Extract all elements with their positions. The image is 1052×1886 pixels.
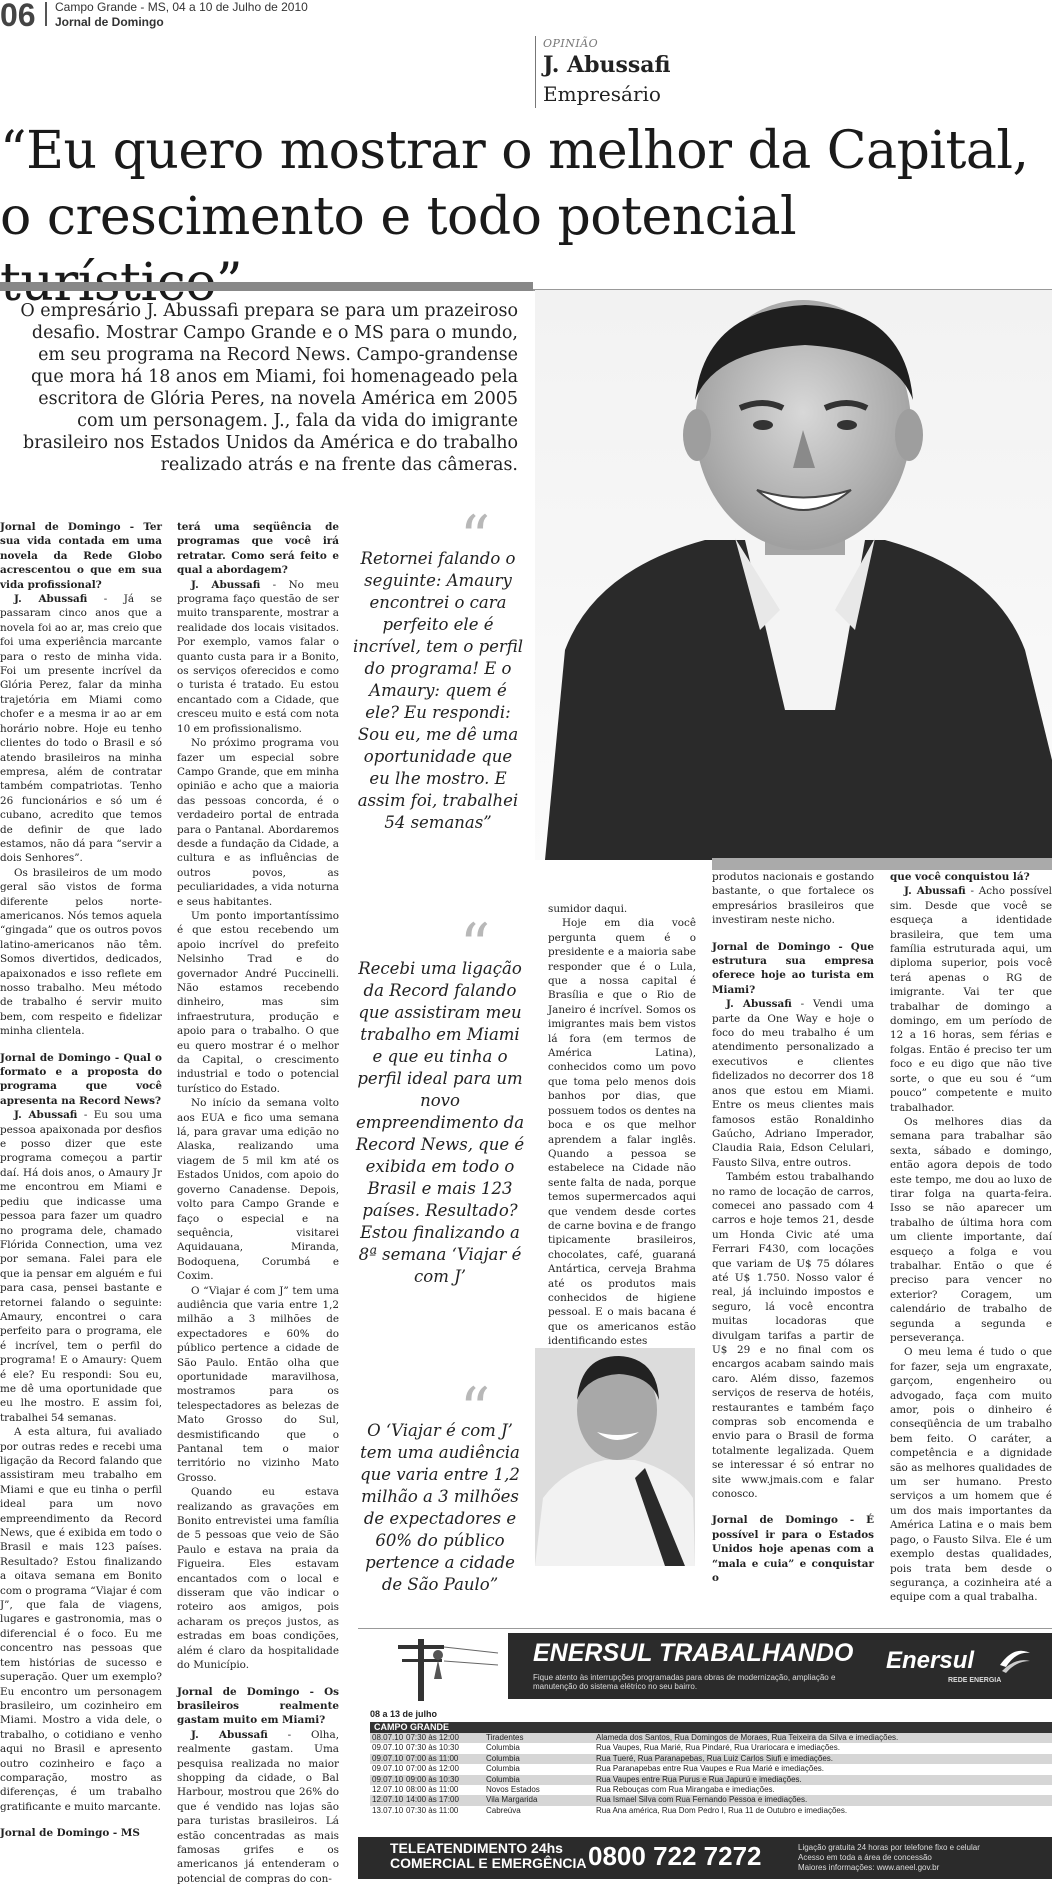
paragraph: Hoje em dia você pergunta quem é o presidente e a maioria sabe responder que é o Lula, que a nossa capital é Brasília e que o Rio de Janeiro é incrível. Somos os imigrantes mais bem vistos lá fora (em termos de América Latina), conhecidos como um povo que toma pelo menos dois banhos por dias, que possuem todos os dentes na boca e os que melhor aprendem a falar inglês. Quando a pessoa se estabelece na Cidade não sente falta de nada, porque temos supermercados aqui que vendem desde cortes de carne bovina e de frango tipicamente brasileiros, chocolates, café, guaraná Antártica, cerveja Brahma até os produtos mais conhecidos de higiene pessoal. E o mais bacana é que os americanos estão identificando estes — [548, 917, 696, 1348]
schedule-time: 08:00 às 11:00 — [406, 1784, 459, 1794]
schedule-streets: Alameda dos Santos, Rua Domingos de Moraes, Rua Teixeira da Silva e imediações. — [596, 1733, 899, 1742]
headline: “Eu quero mostrar o melhor da Capital, o crescimento e todo potencial — [0, 121, 1029, 247]
enersul-swirl-icon — [998, 1645, 1032, 1675]
page-number: 06 — [0, 0, 36, 33]
enersul-logo-subtitle: REDE ENERGIA — [948, 1677, 1002, 1684]
schedule-date: 13.07.10 — [372, 1805, 404, 1815]
schedule-time: 07:00 às 11:00 — [406, 1753, 459, 1763]
schedule-row — [370, 1785, 1052, 1795]
article-column-3 — [548, 902, 696, 1348]
author-role: Empresário — [543, 82, 661, 106]
schedule-district: Tiradentes — [486, 1733, 524, 1742]
header-divider — [45, 2, 47, 26]
answer: J. Abussafi - Olha, realmente gastam. Uma pesquisa realizada no maior shopping da cidade, o Bal Harbour, mostrou que 26% do que é vendido nas lojas são para turistas brasileiros. Lá estão concentradas as mais famosas grifes e os americanos já entenderam o potencial de compras do con- — [177, 1728, 339, 1885]
schedule-time: 14:00 às 17:00 — [406, 1795, 459, 1805]
schedule-district: Novos Estados — [486, 1784, 540, 1794]
paragraph: A esta altura, fui avaliado por outras redes e recebi uma ligação da Record falando que assistiram meu trabalho em Miami e que eu tinha o perfil ideal para um novo empreendimento da Record News, que é exibida em todo o Brasil e mais 123 países. Resultado? Estou finalizando a oitava semana em Bonito com o programa “Viajar é com J”, que fala de viagens, lugares e gastronomia, mas o diferencial é o foco. Eu me concentro nas pessoas que tem histórias de sucesso e superação. Quer um exemplo? Eu encontro um personagem brasileiro, um cozinheiro em Miami. Mostro a vida dele, o trabalho, o cotidiano e venho aqui no Brasil e apresento outro cozinheiro e faço a comparação, mostro as diferenças, é um trabalho gratificante e muito marcante. — [0, 1426, 162, 1813]
paragraph: Também estou trabalhando no ramo de locação de carros, comecei ano passado com 4 carros e hoje temos 21, desde um Honda Civic até uma Ferrari F430, com locações que variam de U$ 75 dólares até U$ 1.750. Nosso valor é real, já incluindo impostos e seguro, lá você encontra muitas locadoras que divulgam tarifas a partir de U$ 29 e no final com os encargos acabam saindo mais caro. Além disso, fazemos serviços de reserva de hotéis, restaurantes e também faço compras sob encomenda e envio para o Brasil de forma totalmente legalizada. Quem se interessar é só entrar no site www.jmais.com e falar conosco. — [712, 1171, 874, 1501]
schedule-date: 09.07.10 — [372, 1743, 404, 1753]
enersul-logo: Enersul — [886, 1647, 975, 1674]
schedule-streets: Rua Tueré, Rua Paranapebas, Rua Luiz Carlos Siufi e imediações. — [596, 1753, 834, 1763]
pull-quote-1: Retornei falando o seguinte: Amaury encontrei o cara perfeito ele é incrível, tem o perfil do programa! E o Amaury: quem é ele? Eu respondi: Sou eu, me dê uma oportunidade que eu lhe mostro. E assim foi, trabalhei 54 semanas” — [352, 549, 524, 832]
schedule-date: 08.07.10 — [372, 1733, 404, 1742]
schedule-row — [370, 1743, 1052, 1753]
answer: J. Abussafi - Acho possível sim. Desde que você se esqueça a identidade brasileira, que tem uma família estruturada aqui, um diploma superior, pois você terá apenas o RG de imigrante. Vai ter que trabalhar de domingo a domingo, em um período de 12 a 16 horas, sem férias e folgas. Então é preciso ter um foco e eu digo que não tive sorte, o que eu sou é “um pouco” competente e muito trabalhador. — [890, 885, 1052, 1114]
schedule-date: 09.07.10 — [372, 1774, 404, 1784]
ad-date-range: 08 a 13 de julho — [370, 1709, 438, 1719]
paragraph: No próximo programa vou fazer um especial sobre Campo Grande, que em minha opinião e acho que a maioria das pessoas concorda, é o verdadeiro portal de entrada para o Pantanal. Abordaremos desde a fundação da Cidade, a cultura e as influências de outros povos, as peculiaridades, a vida noturna e seus habitantes. — [177, 737, 339, 908]
schedule-time: 09:00 às 10:30 — [406, 1774, 459, 1784]
paragraph: Um ponto importantíssimo é que estou recebendo um apoio incrível do prefeito Nelsinho Trad e do governador André Puccinelli. Não estamos recebendo dinheiro, mas sim infraestrutura, produção e apoio para o trabalho. O que eu quero mostrar é o melhor da Capital, o crescimento industrial e todo o potencial turístico do Estado. — [177, 909, 339, 1095]
schedule-row — [370, 1754, 1052, 1764]
schedule-date: 09.07.10 — [372, 1764, 404, 1774]
lead-paragraph: O empresário J. Abussafi prepara se para um prazeiroso desafio. Mostrar Campo Grande e o MS para o mundo, em seu programa na Record News. Campo-grandense que mora há 18 anos em Miami, foi homenageado pela escritora de Glória Peres, na novela América em 2005 com um personagem. J., fala da vida do imigrante brasileiro nos Estados Unidos da América e do trabalho realizado atrás e na frente das câmeras. — [20, 301, 518, 475]
schedule-district: Columbia — [486, 1774, 520, 1784]
header-paper-name: Jornal de Domingo — [55, 15, 164, 29]
ad-footer-info: Ligação gratuita 24 horas por telefone fixo e celular Acesso em toda a área de concessão Maiores informações: www.aneel.gov.br — [798, 1843, 980, 1872]
question: Jornal de Domingo - Os brasileiros realmente gastam muito em Miami? — [177, 1685, 339, 1727]
question: que você conquistou lá? — [890, 871, 1030, 883]
ad-phone-number: 0800 722 7272 — [588, 1841, 762, 1871]
ad-subtitle: Fique atento às interrupções programadas para obras de modernização, ampliação e manutenção do sistema elétrico no seu bairro. — [533, 1673, 836, 1691]
schedule-row — [370, 1775, 1052, 1785]
section-label: OPINIÃO — [543, 37, 599, 50]
paragraph: Os brasileiros de um modo geral são vistos de forma diferente pelos norte-americanos. Nós temos aquela “gingada” que os outros povos latino-americanos não têm. Somos divertidos, dedicados, apaixonados e isso reflete em nosso trabalho. Meu método de trabalho é servir muito bem, com respeito e fidelizar minha clientela. — [0, 866, 162, 1038]
question: terá uma seqüência de programas que você irá retratar. Como será feito e qual a abordagem? — [177, 521, 339, 577]
schedule-district: Columbia — [486, 1764, 520, 1774]
question: Jornal de Domingo - Que estrutura sua empresa oferece hoje ao turista em Miami? — [712, 940, 874, 996]
question: Jornal de Domingo - Ter sua vida contada em uma novela da Rede Globo acrescentou o que em sua vida profissional? — [0, 521, 162, 591]
ad-footer-label: TELEATENDIMENTO 24hs COMERCIAL E EMERGÊNCIA — [390, 1840, 587, 1871]
schedule-row — [370, 1795, 1052, 1805]
article-column-5 — [890, 870, 1052, 1630]
paragraph: Os melhores dias da semana para trabalhar são sexta, sábado e domingo, então agora depois de todo este tempo, me dou ao luxo de tirar folga na quarta-feira. Isso se não aparecer um trabalho de última hora com um cliente importante, daí esqueço a folga e vou trabalhar. Então o que é preciso para vencer no exterior? Coragem, um calendário de trabalho de segunda a segunda e perseverança. — [890, 1115, 1052, 1344]
schedule-table — [370, 1733, 1052, 1816]
answer: J. Abussafi - Já se passaram cinco anos que a novela foi ao ar, mas creio que foi uma experiência marcante para o resto de minha vida. Foi um presente incrível da Glória Perez, falar da minha trajetória em Miami como chofer e a mesma ir ao ar em horário nobre. Hoje eu tenho clientes do todo o Brasil e só atendo brasileiros na minha empresa, além de contratar também compatriotas. Tenho 26 funcionários e só um é cubano, acredito que temos de definir de que lado estamos, não dá para “servir a dois Senhores”. — [0, 593, 162, 865]
portrait-photo — [535, 290, 1052, 860]
answer: J. Abussafi - Vendi uma parte da One Way e hoje o foco do meu trabalho é um atendimento personalizado a executivos e clientes fidelizados no decorrer dos 18 anos que estou em Miami. Entre os meus clientes mais famosos estão Ronaldinho Gaúcho, Adriano Imperador, Claudia Raia, Edson Celulari, Fausto Silva, entre outros. — [712, 998, 874, 1169]
pull-quote-3: O ‘Viajar é com J’ tem uma audiência que varia entre 1,2 milhão a 3 milhões de expectadores e 60% do público pertence a cidade de São Paulo” — [360, 1421, 520, 1594]
schedule-streets: Rua Ana américa, Rua Dom Pedro I, Rua 11 de Outubro e imediações. — [596, 1805, 848, 1815]
paragraph: sumidor daqui. — [548, 903, 628, 915]
header-city-date: Campo Grande - MS, 04 a 10 de Julho de 2010 — [55, 0, 308, 14]
schedule-table-header: CAMPO GRANDE — [370, 1722, 1052, 1733]
secondary-photo — [535, 1348, 695, 1566]
schedule-time: 07:30 às 10:30 — [406, 1743, 459, 1753]
article-column-2 — [177, 520, 339, 1885]
paragraph: Quando eu estava realizando as gravações em Bonito entrevistei uma família de 5 pessoas que veio de São Paulo e estava na praia da Figueira. Eles estavam encantados com o local e disseram que vão indicar o roteiro aos amigos, pois acharam os preços justos, as estradas em boas condições, além é claro da hospitalidade do Município. — [177, 1486, 339, 1672]
schedule-district: Vila Margarida — [486, 1795, 538, 1805]
question: Jornal de Domingo - MS — [0, 1827, 140, 1840]
schedule-row — [370, 1733, 1052, 1743]
schedule-streets: Rua Vaupes entre Rua Purus e Rua Japurú e imediações. — [596, 1774, 802, 1784]
article-column-4 — [712, 870, 874, 1630]
pull-quote-2: Recebi uma ligação da Record falando que assistiram meu trabalho em Miami e que eu tinha o perfil ideal para um novo empreendimento da Record News, que é exibida em todo o Brasil e mais 123 países. Resultado? Estou finalizando a 8ª semana ‘Viajar é com J’ — [355, 959, 525, 1286]
schedule-district: Columbia — [486, 1753, 520, 1763]
paragraph: No início da semana volto aos EUA e fico uma semana lá, para gravar uma edição no Alaska, realizando uma viagem de 5 mil km até os Estados Unidos, com apoio do governo Canadense. Depois, volto para Campo Grande e faço o especial e na sequência, visitarei Aquidauana, Miranda, Bodoquena, Corumbá e Coxim. — [177, 1097, 339, 1283]
answer: J. Abussafi - Eu sou uma pessoa apaixonada por desfios e posso dizer que este programa começou a partir daí. Há dois anos, o Amaury Jr me encontrou em Miami e pediu que indicasse uma pessoa para fazer um quadro no programa dele, chamado Flórida Connection, uma vez por semana. Falei para ele que ia pensar em alguém e fui para casa, pensei bastante e retornei falando o seguinte: Amaury, encontrei o cara perfeito para o programa, ele é incrível, tem o perfil do programa! E o Amaury: Quem é ele? Eu respondi: Sou eu, me dê uma oportunidade que eu lhe mostro. E assim foi, trabalhei 54 semanas. — [0, 1109, 162, 1424]
quote-mark: “ — [459, 503, 491, 573]
schedule-streets: Rua Paranapebas entre Rua Vaupes e Rua Marié e imediações. — [596, 1764, 824, 1774]
paragraph: O “Viajar é com J” tem uma audiência que varia entre 1,2 milhão a 3 milhões de expectadores e 60% do público pertence a cidade de São Paulo. Então olha que oportunidade maravilhosa, mostramos para os telespectadores as belezas de Mato Grosso do Sul, desmistificando que o Pantanal tem o maior território no vizinho Mato Grosso. — [177, 1284, 339, 1484]
question: Jornal de Domingo - É possível ir para o Estados Unidos hoje apenas com a “mala e cuia” e conquistar o — [712, 1514, 874, 1585]
schedule-streets: Rua Ismael Silva com Rua Fernando Pessoa e imediações. — [596, 1795, 808, 1805]
headline-rule-thick — [0, 282, 533, 291]
answer: J. Abussafi - No meu programa faço questão de ser muito transparente, mostrar a realidade dos locais visitados. Por exemplo, vamos falar o quanto custa para ir a Bonito, os serviços oferecidos e como o turista é tratado. Eu estou encantado com a Cidade, que cresceu muito e está com nota 10 em profissionalismo. — [177, 578, 339, 735]
schedule-streets: Rua Rebouças com Rua Mirangaba e imediações. — [596, 1784, 775, 1794]
schedule-time: 07:30 às 11:00 — [406, 1805, 459, 1815]
paragraph: O meu lema é tudo o que for fazer, seja um engraxate, garçom, engenheiro ou advogado, faça com muito amor, pois o dinheiro é conseqüência de um trabalho bem feito. O caráter, a competência e a dignidade são as melhores qualidades de um ser humano. Presto serviços a um homem que é um dos mais importantes da América Latina e o mais bem pago, o Fausto Silva. Ele é um exemplo destas qualidades, pois trata bem desde o segurança, a cozinheira até a equipe com a qual trabalha. — [890, 1346, 1052, 1604]
quote-mark: “ — [459, 911, 491, 981]
schedule-row — [370, 1806, 1052, 1816]
photo-caption-band — [712, 858, 1052, 870]
quote-mark: “ — [459, 1375, 491, 1445]
schedule-streets: Rua Vaupes, Rua Marié, Rua Pindaré, Rua Urariocara e imediações. — [596, 1743, 840, 1753]
schedule-row — [370, 1764, 1052, 1774]
ad-header — [358, 1629, 1052, 1703]
author-name: J. Abussafi — [543, 52, 671, 78]
schedule-date: 12.07.10 — [372, 1784, 404, 1794]
article-column-1 — [0, 520, 162, 1878]
schedule-district: Cabreúva — [486, 1805, 521, 1815]
schedule-date: 12.07.10 — [372, 1795, 404, 1805]
byline-rule — [535, 36, 536, 108]
schedule-district: Columbia — [486, 1743, 520, 1753]
schedule-date: 09.07.10 — [372, 1753, 404, 1763]
schedule-time: 07:30 às 12:00 — [406, 1733, 459, 1742]
enersul-advertisement — [358, 1628, 1052, 1878]
utility-pole-icon — [378, 1631, 498, 1701]
question: Jornal de Domingo - Qual o formato e a proposta do programa que você apresenta na Record News? — [0, 1051, 162, 1107]
ad-title: ENERSUL TRABALHANDO — [533, 1639, 854, 1667]
schedule-time: 07:00 às 12:00 — [406, 1764, 459, 1774]
paragraph: produtos nacionais e gostando bastante, o que fortalece os empresários brasileiros que investiram neste nicho. — [712, 871, 874, 927]
